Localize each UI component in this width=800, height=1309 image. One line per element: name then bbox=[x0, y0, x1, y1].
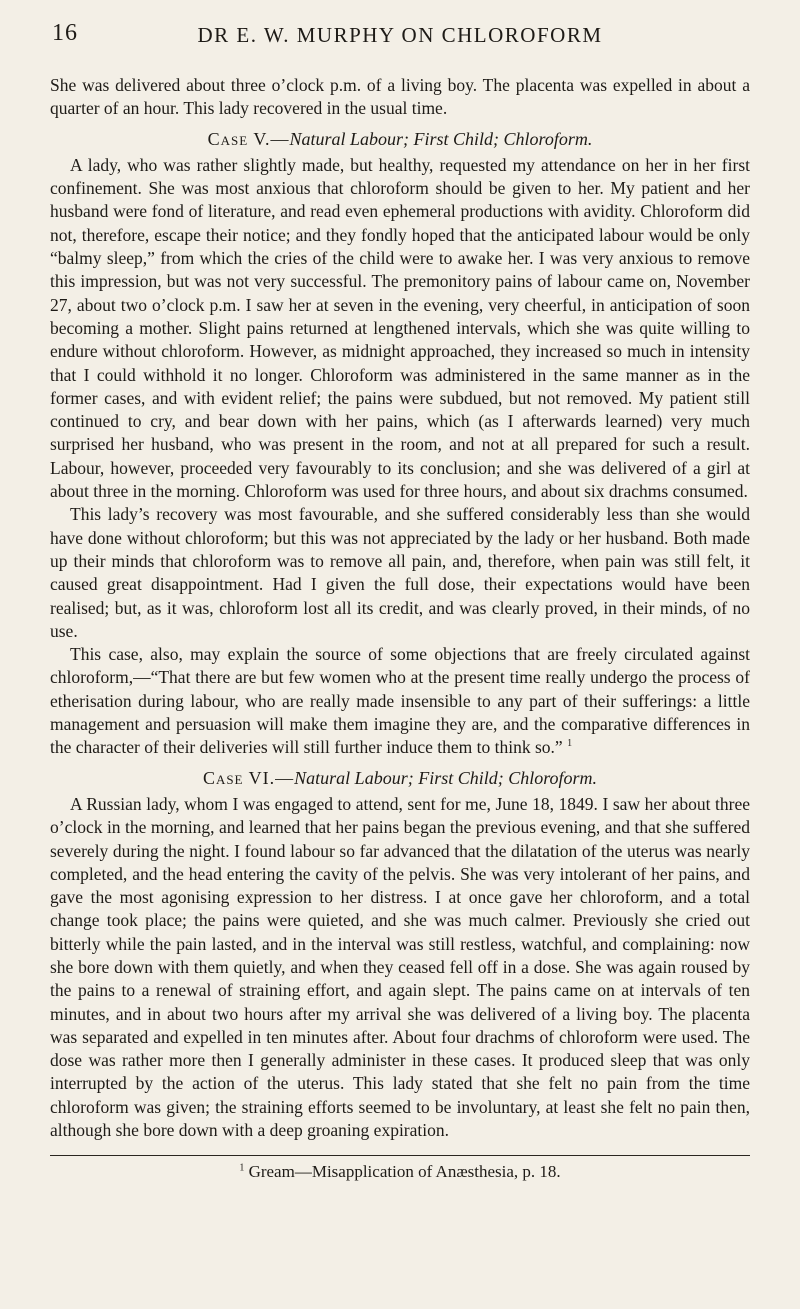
running-title: DR E. W. MURPHY ON CHLOROFORM bbox=[197, 23, 603, 47]
case-vi-heading bbox=[50, 767, 750, 790]
footnote-mark: 1 bbox=[239, 1162, 245, 1174]
case-v-label: Case V.— bbox=[207, 128, 290, 149]
paragraph-continuation: She was delivered about three o’clock p.m. of a living boy. The placenta was expelled in about a quarter of an hour. This lady recovered in the usual time. bbox=[50, 75, 750, 119]
paragraph-case-v-recovery: This lady’s recovery was most favourable, and she suffered considerably less than she would have done without chloroform; but this was not appreciated by the lady or her husband. Both made up their minds that chloroform was to remove all pain, and, therefore, when pain was still felt, it caused great disappointment. Had I given the full dose, their expectations would have been realised; but, as it was, chloroform lost all its credit, and was clearly proved, in their minds, of no use. bbox=[50, 504, 750, 641]
paragraph-case-v-narrative: A lady, who was rather slightly made, but healthy, requested my attendance on her in her first confinement. She was most anxious that chloroform should be given to her. My patient and her husband were fond of literature, and read even ephemeral productions with avidity. Chloroform did not, therefore, escape their notice; and they fondly hoped that the anticipated labour would be only “balmy sleep,” from which the cries of the child were to awake her. I was very anxious to remove this impression, but was not very successful. The premonitory pains of labour came on, November 27, about two o’clock p.m. I saw her at seven in the evening, very cheerful, in anticipation of soon becoming a mother. Slight pains returned at lengthened intervals, which she was quite willing to endure without chloroform. However, as midnight approached, they increased so much in intensity that I could withhold it no longer. Chloroform was administered in the same manner as in the former cases, and with evident relief; the pains were subdued, but not removed. My patient still continued to cry, and bear down with her pains, which (as I afterwards learned) very much surprised her husband, who was present in the room, and not at all prepared for such a result. Labour, however, proceeded very favourably to its conclusion; and she was delivered of a girl at about three in the morning. Chloroform was used for three hours, and about six drachms consumed. bbox=[50, 154, 750, 502]
page-number: 16 bbox=[52, 20, 78, 46]
case-vi-label: Case VI.— bbox=[202, 767, 295, 788]
paragraph-case-v-objections bbox=[50, 643, 750, 759]
page-body bbox=[50, 74, 750, 1142]
footnote-reference: 1 bbox=[567, 738, 573, 750]
case-v-heading bbox=[50, 128, 750, 151]
case-v-subtitle: Natural Labour; First Child; Chloroform. bbox=[289, 128, 593, 149]
running-header bbox=[50, 18, 750, 54]
objections-text: This case, also, may explain the source of some objections that are freely circulated against chloroform,—“That there are but few women who at the present time really undergo the process of etherisation during labour, who are really made insensible to any part of their sufferings: a little management and persuasion will make them imagine they are, and the comparative differences in the character of their deliveries will still further induce them to think so.” bbox=[50, 644, 750, 758]
footnote-text: Gream—Misapplication of Anæsthesia, p. 18. bbox=[248, 1162, 561, 1182]
case-vi-subtitle: Natural Labour; First Child; Chloroform. bbox=[294, 767, 598, 788]
paragraph-case-vi-narrative: A Russian lady, whom I was engaged to attend, sent for me, June 18, 1849. I saw her about three o’clock in the morning, and learned that her pains began the previous evening, and that she suffered severely during the night. I found labour so far advanced that the dilatation of the uterus was nearly completed, and the head entering the cavity of the pelvis. She was very intolerant of her pains, and gave the most agonising expression to her distress. I at once gave her chloroform, and a total change took place; the pains were quieted, and she was much calmer. Previously she cried out bitterly while the pain lasted, and in the interval was still restless, watchful, and complaining: now she bore down with them quietly, and when they ceased fell off in a dose. She was again roused by the pains to a renewal of straining effort, and again slept. The pains came on at intervals of ten minutes, and in about two hours after my arrival she was delivered of a living boy. The placenta was separated and expelled in ten minutes after. About four drachms of chloroform were used. The dose was rather more then I generally administer in these cases. It produced sleep that was only interrupted by the action of the uterus. This lady stated that she felt no pain from the time chloroform was given; the straining efforts seemed to be involuntary, at least she felt no pain then, although she bore down with a deep groaning expiration. bbox=[50, 793, 750, 1141]
footnote bbox=[50, 1162, 750, 1182]
footnote-divider bbox=[50, 1155, 750, 1156]
